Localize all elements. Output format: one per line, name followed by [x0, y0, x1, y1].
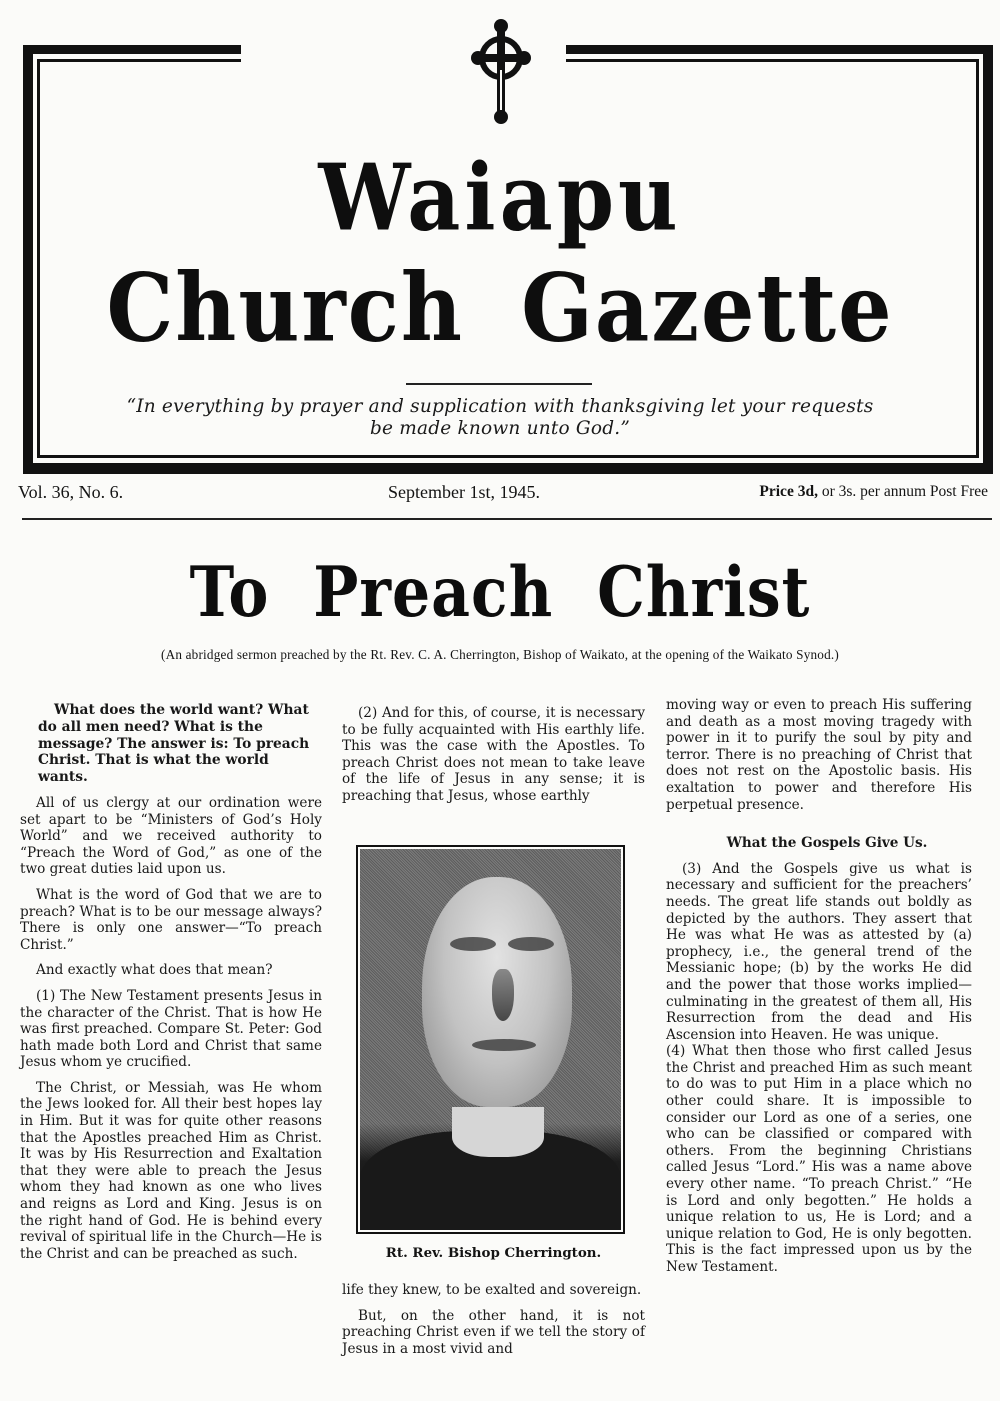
frame-inner-top-right — [566, 59, 979, 62]
portrait-brow-left — [450, 937, 496, 951]
masthead-motto — [60, 396, 940, 440]
article-column-2-top — [342, 705, 645, 814]
portrait-brow-right — [508, 937, 554, 951]
portrait-nose — [492, 969, 514, 1021]
motto-line-1: “In everything by prayer and supplication with thanksgiving let your requests — [126, 396, 874, 417]
paragraph: (3) And the Gospels give us what is necessary and sufficient for the preachers’ needs. The great life stands out boldly as depicted by the authors. They assert that He was what He was as attested by (a) prophecy, i.e., the general trend of the Messianic hope; (b) by the works He did and the power that those works implied—culminating in the greatest of them all, His Resurrection from the dead and His Ascension into Heaven. He was unique. — [666, 860, 972, 1043]
portrait-mouth — [472, 1039, 536, 1051]
price-bold: Price 3d, — [759, 483, 818, 500]
paragraph: And exactly what does that mean? — [36, 962, 273, 979]
issue-divider — [22, 518, 992, 520]
paragraph: (2) And for this, of course, it is necessary to be fully acquainted with His earthly life. This was the case with the Apostles. To preach Christ does not mean to take leave of the life of Jesus in any sense; it is preaching that Jesus, whose earthly — [342, 705, 645, 804]
frame-border-bottom — [23, 463, 993, 474]
paragraph: All of us clergy at our ordination were set apart to be “Ministers of God’s Holy World” and we received authority to “Preach the Word of God,” as one of the two great duties laid upon us. — [20, 794, 322, 878]
paragraph: (1) The New Testament presents Jesus in the character of the Christ. That is how He was first preached. Compare St. Peter: God hath made both Lord and Christ that same Jesus whom ye crucified. — [20, 987, 322, 1071]
frame-border-top-right — [566, 45, 993, 54]
price-rest: or 3s. per annum Post Free — [817, 483, 988, 500]
article-column-3 — [666, 697, 972, 1285]
bishop-portrait-photo — [356, 845, 625, 1234]
paragraph: What is the word of God that we are to preach? What is to be our message always? There is only one answer—“To preach Christ.” — [20, 886, 322, 953]
masthead-title-line1: Waiapu — [318, 144, 682, 252]
celtic-cross-icon — [470, 18, 532, 126]
article-subtitle: (An abridged sermon preached by the Rt. Rev. C. A. Cherrington, Bishop of Waikato, at the opening of the Waikato Synod.) — [161, 647, 839, 662]
issue-price — [759, 483, 988, 501]
frame-border-top-left — [26, 45, 241, 54]
lead-paragraph: What does the world want? What do all men need? What is the message? The answer is: To preach Christ. That is what the world wants. — [38, 702, 310, 786]
photo-caption: Rt. Rev. Bishop Cherrington. — [385, 1245, 602, 1261]
issue-info-bar — [0, 482, 1000, 504]
article-title: To Preach Christ — [189, 552, 811, 634]
paragraph: (4) What then those who first called Jesus the Christ and preached Him as such meant to do was to put Him in a place which no other could share. It is impossible to consider our Lord as one of a series, one who can be classified or compared with others. From the beginning Christians called Jesus “Lord.” His was a name above every other name. “To preach Christ.” “He is Lord and only begotten.” He holds a unique relation to us, He is Lord; and a unique relation to God, He is only begotten. This is the fact impressed upon us by the New Testament. — [666, 1043, 972, 1275]
paragraph: The Christ, or Messiah, was He whom the Jews looked for. All their best hopes lay in Him. But it was for quite other reasons that the Apostles preached Him as Christ. It was by His Resurrection and Exaltation that they were able to preach the Jesus whom they had known as one who lives and reigns as Lord and King. Jesus is on the right hand of God. He is behind every revival of spiritual life in the Church—He is the Christ and can be preached as such. — [20, 1079, 322, 1262]
article-column-2-bottom — [342, 1282, 645, 1366]
motto-line-2: be made known unto God.” — [370, 418, 630, 439]
paragraph: But, on the other hand, it is not preaching Christ even if we tell the story of Jesus in a most vivid and — [342, 1307, 645, 1357]
portrait-image — [360, 849, 621, 1230]
portrait-clerical-collar — [452, 1107, 544, 1157]
frame-inner-top-left — [38, 59, 241, 62]
frame-inner-bottom — [38, 455, 978, 458]
masthead-title-line2: Church Gazette — [106, 252, 894, 363]
issue-volume: Vol. 36, No. 6. — [18, 482, 124, 502]
masthead-divider — [406, 383, 592, 385]
issue-date: September 1st, 1945. — [388, 482, 540, 502]
paragraph: moving way or even to preach His suffering and death as a most moving tragedy with power in it to purify the soul by pity and terror. There is no preaching of Christ that does not rest on the Apostolic basis. His exaltation to power and therefore His perpetual presence. — [666, 697, 972, 813]
paragraph: life they knew, to be exalted and sovereign. — [342, 1282, 642, 1298]
section-heading: What the Gospels Give Us. — [726, 835, 928, 852]
article-column-1 — [20, 702, 322, 1271]
